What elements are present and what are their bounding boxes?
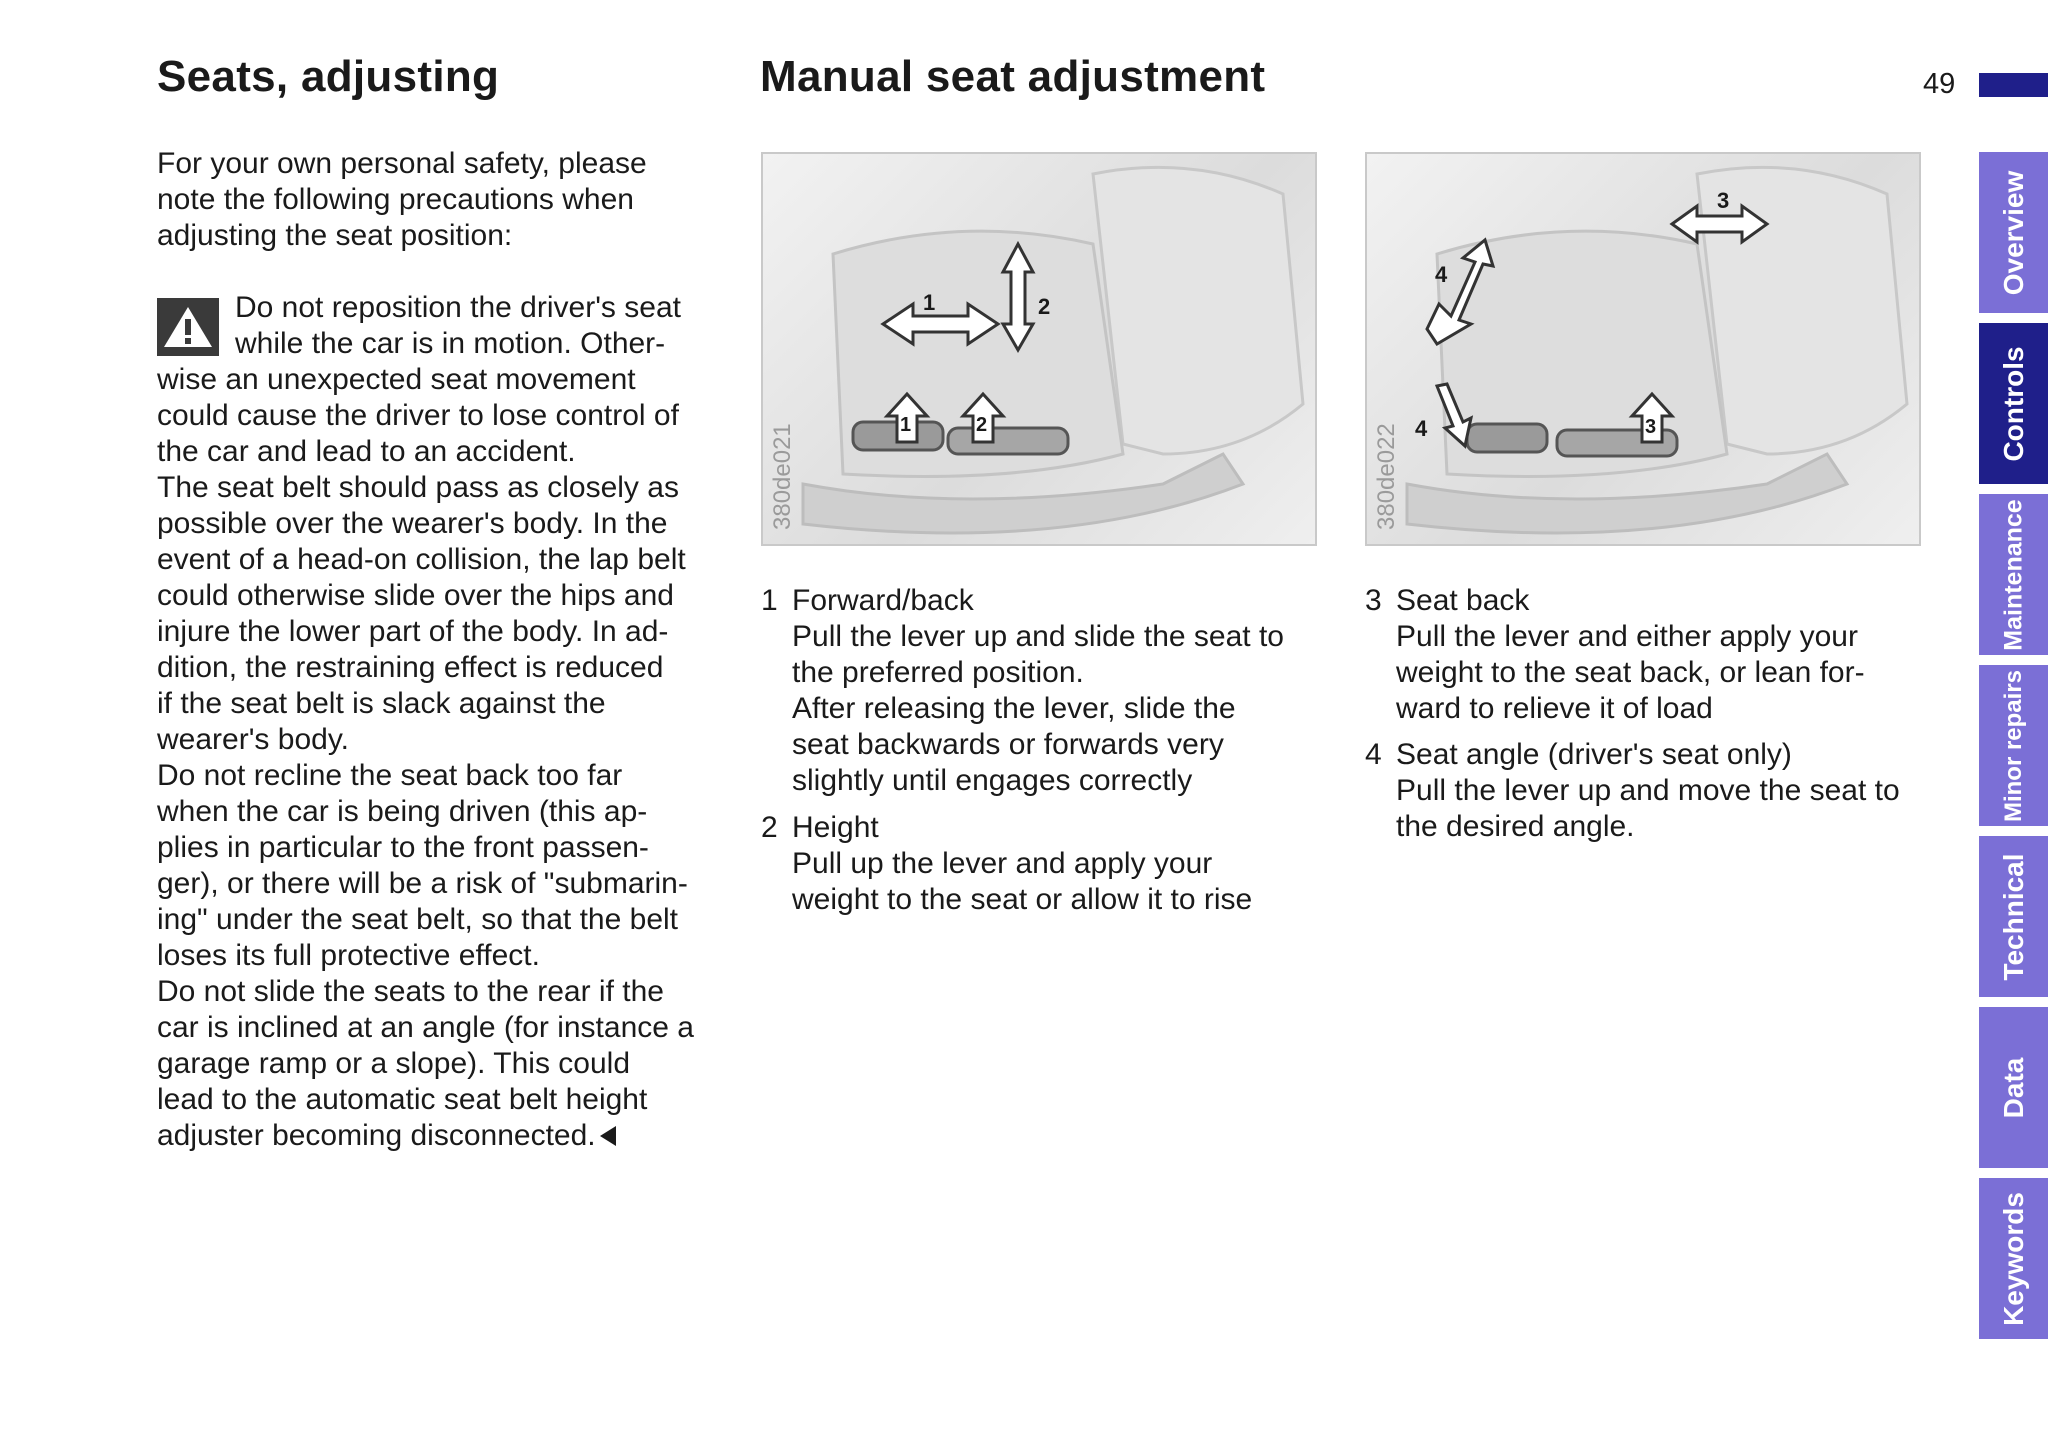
warning-line: injure the lower part of the body. In ad-	[157, 615, 669, 648]
warning-line: event of a head-on collision, the lap belt	[157, 543, 686, 576]
item-number: 4	[1365, 738, 1382, 771]
warning-line: possible over the wearer's body. In the	[157, 507, 668, 540]
warning-line: while the car is in motion. Other-	[235, 327, 666, 360]
item-line: Pull the lever up and slide the seat to	[792, 620, 1284, 653]
warning-line: plies in particular to the front passen-	[157, 831, 649, 864]
warning-first-lines	[235, 290, 755, 362]
tab-label: Minor repairs	[1999, 669, 2027, 822]
tab-overview[interactable]	[1979, 152, 2048, 313]
warning-line: if the seat belt is slack against the	[157, 687, 606, 720]
item-line: After releasing the lever, slide the	[792, 692, 1236, 725]
warning-line: ger), or there will be a risk of "submarin-	[157, 867, 688, 900]
warning-line: Do not slide the seats to the rear if the	[157, 975, 664, 1008]
tab-controls[interactable]	[1979, 323, 2048, 484]
seat-figure-forward-height	[761, 152, 1317, 546]
warning-line: could otherwise slide over the hips and	[157, 579, 674, 612]
intro-line: For your own personal safety, please	[157, 147, 647, 180]
tab-label: Data	[1997, 1057, 2029, 1118]
warning-line: ing" under the seat belt, so that the belt	[157, 903, 679, 936]
intro-line: adjusting the seat position:	[157, 219, 513, 252]
warning-line: loses its full protective effect.	[157, 939, 540, 972]
item-title: Seat back	[1396, 584, 1530, 617]
item-line: weight to the seat or allow it to rise	[792, 883, 1253, 916]
end-triangle-icon	[600, 1126, 616, 1146]
figure-callout-label: 1	[900, 414, 912, 436]
warning-line: the car and lead to an accident.	[157, 435, 576, 468]
item-line: Pull the lever up and move the seat to	[1396, 774, 1900, 807]
warning-line: Do not reposition the driver's seat	[235, 291, 681, 324]
page-title: Manual seat adjustment	[760, 52, 1266, 101]
warning-line: The seat belt should pass as closely as	[157, 471, 679, 504]
warning-line: wearer's body.	[157, 723, 349, 756]
figure-callout-label: 2	[1038, 294, 1051, 319]
warning-line: could cause the driver to lose control of	[157, 399, 679, 432]
figure-callout-label: 3	[1645, 416, 1657, 438]
warning-body	[157, 362, 757, 1154]
item-title: Forward/back	[792, 584, 974, 617]
figure-callout-label: 4	[1415, 416, 1428, 441]
item-line: the desired angle.	[1396, 810, 1635, 843]
item-line: ward to relieve it of load	[1396, 692, 1713, 725]
tab-minor-repairs[interactable]	[1979, 665, 2048, 826]
figure-callout-label: 2	[976, 414, 988, 436]
warning-line: garage ramp or a slope). This could	[157, 1047, 631, 1080]
warning-last-line	[157, 1118, 757, 1154]
item-title: Height	[792, 811, 879, 844]
tab-label: Maintenance	[1999, 498, 2027, 651]
warning-line: wise an unexpected seat movement	[157, 363, 636, 396]
warning-line: when the car is being driven (this ap-	[157, 795, 648, 828]
item-number: 2	[761, 811, 778, 844]
tab-label: Keywords	[1997, 1191, 2029, 1326]
figure-code: 380de021	[769, 423, 796, 530]
warning-line: lead to the automatic seat belt height	[157, 1083, 648, 1116]
intro-text	[157, 146, 747, 254]
item-line: Pull up the lever and apply your	[792, 847, 1213, 880]
tab-keywords[interactable]	[1979, 1178, 2048, 1339]
tab-data[interactable]	[1979, 1007, 2048, 1168]
tab-maintenance[interactable]	[1979, 494, 2048, 655]
tab-label: Controls	[1997, 345, 2029, 462]
warning-line: dition, the restraining effect is reduced	[157, 651, 664, 684]
page-marker-bar	[1979, 73, 2048, 97]
item-line: Pull the lever and either apply your	[1396, 620, 1858, 653]
section-title: Seats, adjusting	[157, 52, 500, 101]
figure-callout-label: 1	[923, 290, 936, 315]
item-line: weight to the seat back, or lean for-	[1396, 656, 1865, 689]
intro-line: note the following precautions when	[157, 183, 634, 216]
item-title: Seat angle (driver's seat only)	[1396, 738, 1792, 771]
tab-technical[interactable]	[1979, 836, 2048, 997]
warning-line: Do not recline the seat back too far	[157, 759, 623, 792]
figure-code: 380de022	[1373, 423, 1400, 530]
item-line: slightly until engages correctly	[792, 764, 1193, 797]
tab-label: Technical	[1997, 852, 2029, 981]
item-number: 1	[761, 584, 778, 617]
warning-triangle-icon	[157, 298, 219, 356]
seat-figure-back-angle	[1365, 152, 1921, 546]
figure-callout-label: 4	[1435, 262, 1448, 287]
warning-line: car is inclined at an angle (for instance a	[157, 1011, 694, 1044]
page-number: 49	[1923, 68, 1956, 100]
item-line: seat backwards or forwards very	[792, 728, 1224, 761]
figure-callout-label: 3	[1717, 188, 1730, 213]
item-line: the preferred position.	[792, 656, 1084, 689]
item-number: 3	[1365, 584, 1382, 617]
warning-line: adjuster becoming disconnected.	[157, 1119, 596, 1152]
tab-label: Overview	[1997, 170, 2029, 295]
